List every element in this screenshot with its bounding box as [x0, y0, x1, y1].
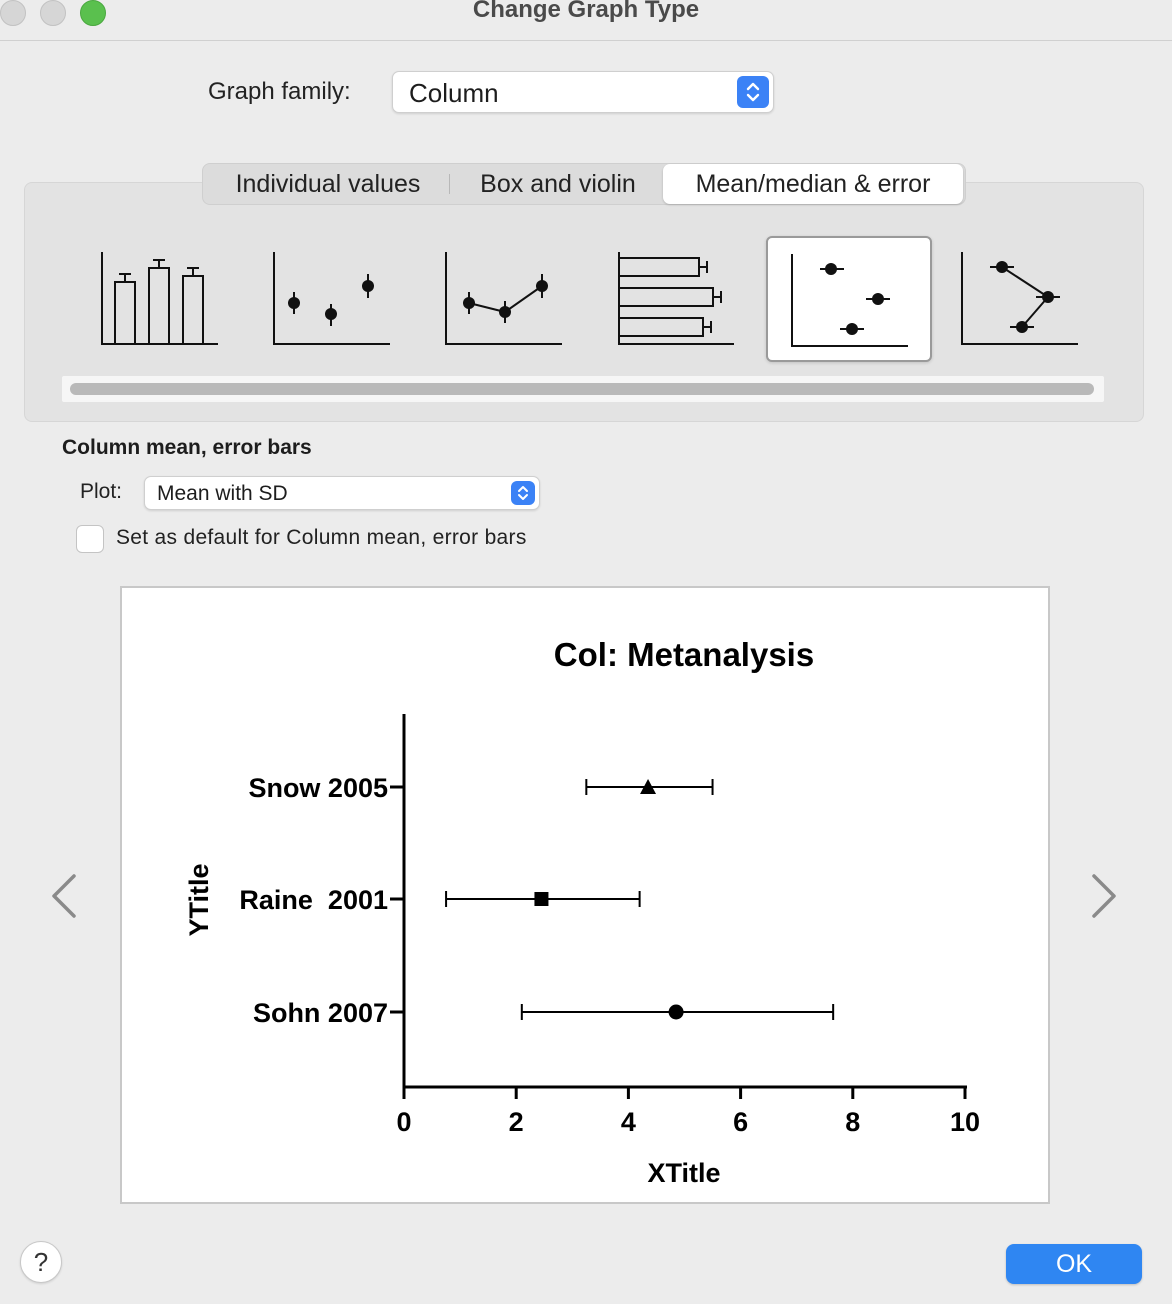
section-title: Column mean, error bars	[62, 436, 312, 459]
thumbnail-scrollbar[interactable]	[62, 376, 1104, 402]
x-axis-label: XTitle	[647, 1158, 721, 1188]
graph-type-tabs	[202, 163, 966, 205]
graph-family-value: Column	[409, 78, 499, 108]
previous-graph-arrow-icon[interactable]	[46, 868, 82, 924]
plot-stepper-icon[interactable]	[511, 481, 535, 505]
tab-separator	[449, 174, 450, 194]
set-default-checkbox[interactable]	[76, 525, 104, 553]
mean-point-square	[534, 892, 548, 906]
x-tick-label: 6	[733, 1107, 749, 1137]
window-title: Change Graph Type	[472, 0, 700, 23]
y-tick-label: Sohn 2007	[252, 998, 388, 1028]
y-tick-label: Raine 2001	[239, 885, 388, 915]
ok-button[interactable]: OK	[1006, 1244, 1142, 1284]
graph-family-label: Graph family:	[208, 78, 351, 105]
tab-box-and-violin[interactable]: Box and violin	[480, 170, 636, 198]
x-tick-label: 4	[620, 1107, 636, 1137]
plot-label: Plot:	[80, 480, 123, 503]
x-tick-label: 10	[949, 1107, 981, 1137]
mean-point-circle	[669, 1005, 684, 1020]
horizontal-bar-error-thumbnail[interactable]	[610, 236, 770, 358]
horizontal-line-mean-error-thumbnail[interactable]	[954, 236, 1114, 358]
x-tick-label: 0	[396, 1107, 412, 1137]
graph-family-stepper-icon[interactable]	[737, 76, 769, 108]
chart-title: Col: Metanalysis	[553, 636, 815, 673]
bar-with-error-thumbnail[interactable]	[94, 236, 254, 358]
tab-mean-median-error[interactable]: Mean/median & error	[663, 164, 963, 204]
horizontal-scatter-mean-error-thumbnail[interactable]	[766, 236, 932, 362]
plot-select[interactable]	[144, 476, 540, 510]
title-bar	[0, 0, 1172, 41]
preview-chart	[122, 588, 1048, 1202]
graph-preview	[120, 586, 1050, 1204]
x-tick-label: 2	[508, 1107, 524, 1137]
line-mean-error-thumbnail[interactable]	[438, 236, 598, 358]
scatter-mean-error-thumbnail[interactable]	[266, 236, 426, 358]
y-tick-label: Snow 2005	[248, 773, 388, 803]
plot-select-value: Mean with SD	[157, 482, 288, 505]
scrollbar-thumb[interactable]	[70, 383, 1094, 395]
tab-individual-values[interactable]: Individual values	[235, 170, 421, 198]
next-graph-arrow-icon[interactable]	[1086, 868, 1122, 924]
help-button[interactable]: ?	[20, 1241, 62, 1283]
set-default-label: Set as default for Column mean, error bars	[116, 526, 527, 549]
y-axis-label: YTitle	[184, 863, 214, 937]
graph-family-select[interactable]	[392, 71, 774, 113]
x-tick-label: 8	[845, 1107, 861, 1137]
